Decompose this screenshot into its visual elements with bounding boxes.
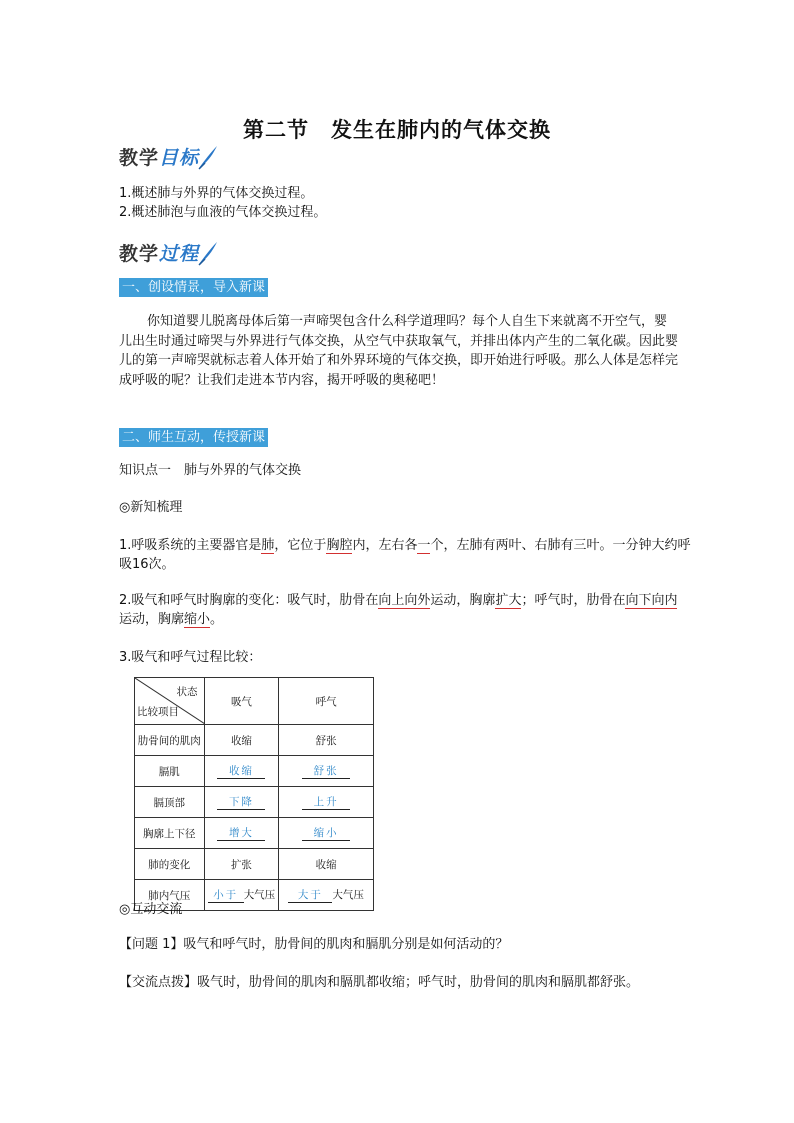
table-row: 肋骨间的肌肉 收缩 舒张 <box>135 725 374 756</box>
point-1-paragraph: 1.呼吸系统的主要器官是肺，它位于胸腔内，左右各一个，左肺有两叶、右肺有三叶。一分钟大约呼吸16次。 <box>119 538 691 572</box>
intro-paragraph: 你知道婴儿脱离母体后第一声啼哭包含什么科学道理吗？每个人自生下来就离不开空气，婴儿出生时通过啼哭与外界进行气体交换，从空气中获取氧气，并排出体内产生的二氧化碳。因此婴儿的第一声啼哭就标志着人体开始了和外界环境的气体交换，即开始进行呼吸。那么人体是怎样完成呼吸的呢？让我们走进本节内容，揭开呼吸的奥秘吧！ <box>119 314 679 388</box>
goal-item-1: 1.概述肺与外界的气体交换过程。 <box>119 186 314 201</box>
point-3-heading: 3.吸气和呼气过程比较： <box>119 650 262 665</box>
quill-icon <box>197 144 219 170</box>
column-header-exhale: 呼气 <box>279 678 374 725</box>
step-2-label: 二、师生互动，传授新课 <box>119 426 268 447</box>
answer-1: 【交流点拨】吸气时，肋骨间的肌肉和膈肌都收缩；呼气时，肋骨间的肌肉和膈肌都舒张。 <box>119 975 640 990</box>
teaching-process-heading <box>119 236 219 266</box>
column-header-inhale: 吸气 <box>204 678 279 725</box>
interaction-heading: ◎互动交流 <box>119 902 183 917</box>
table-row: 膈肌 收缩 舒张 <box>135 756 374 787</box>
quill-icon <box>197 240 219 266</box>
table-row: 膈顶部 下降 上升 <box>135 787 374 818</box>
step-1-label: 一、创设情景，导入新课 <box>119 276 268 297</box>
point-2-paragraph: 2.吸气和呼气时胸廓的变化：吸气时，肋骨在向上向外运动，胸廓扩大；呼气时，肋骨在向下向内运动，胸廓缩小。 <box>119 593 678 627</box>
goal-item-2: 2.概述肺泡与血液的气体交换过程。 <box>119 205 327 220</box>
page-title: 第二节 发生在肺内的气体交换 <box>243 117 551 142</box>
heading-accent: 过程 <box>159 243 200 265</box>
question-1: 【问题 1】吸气和呼气时，肋骨间的肌肉和膈肌分别是如何活动的？ <box>119 937 509 952</box>
table-row: 肺的变化 扩张 收缩 <box>135 849 374 880</box>
table-corner-cell: 状态 比较项目 <box>135 678 205 725</box>
new-knowledge-heading: ◎新知梳理 <box>119 500 183 515</box>
table-row: 肺内气压 小于 大气压 大于 大气压 <box>135 880 374 911</box>
breathing-comparison-table <box>134 677 374 911</box>
table-row: 胸廓上下径 增大 缩小 <box>135 818 374 849</box>
knowledge-point-heading: 知识点一 肺与外界的气体交换 <box>119 463 302 478</box>
heading-accent: 目标 <box>159 147 200 169</box>
heading-main: 教学 <box>119 243 160 265</box>
heading-main: 教学 <box>119 147 160 169</box>
teaching-goals-heading <box>119 140 219 170</box>
